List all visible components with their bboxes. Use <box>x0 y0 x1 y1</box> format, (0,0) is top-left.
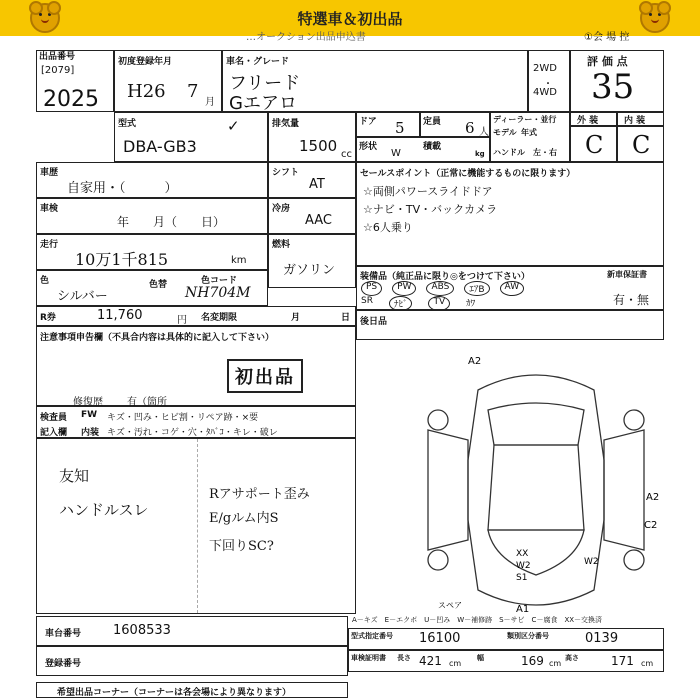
exterior-label-cell: 外 装 <box>570 112 617 126</box>
car-damage-diagram <box>408 350 664 630</box>
handwritten-note: E/gルム内S <box>209 511 279 526</box>
interior-label-cell: 内 装 <box>617 112 664 126</box>
drive-cell: 2WD ・ 4WD <box>528 50 570 112</box>
diagram-mark: A1 <box>516 604 530 615</box>
lot-prefix: [2079] <box>41 65 75 76</box>
equipment-row-2: SR ﾅﾋﾞ TV ｶﾜ <box>361 296 476 310</box>
lot-number: 2025 <box>43 87 99 112</box>
wish-corner-cell: 希望出品コーナー（コーナーは各会場により異なります） <box>36 682 348 698</box>
mileage-cell: 走行 10万1千815 km <box>36 234 268 270</box>
model-cell: 型式 DBA-GB3 ✓ <box>114 112 268 162</box>
diagram-mark: スペア <box>438 601 462 610</box>
diagram-mark: W2 <box>584 557 599 567</box>
handwritten-notes-area <box>36 438 356 614</box>
equipment-cell: 装備品（純正品に限り◎をつけて下さい） 新車保証書 有・無 PS PW ABS ｴｱB AW SR ﾅﾋﾞ TV ｶﾜ <box>356 266 664 310</box>
ac-cell: 冷房 AAC <box>268 198 356 234</box>
sales-point: ☆両側パワースライドドア <box>363 185 493 198</box>
chassis-number: 1608533 <box>113 623 171 638</box>
shift-cell: シフト AT <box>268 162 356 198</box>
diagram-mark: S1 <box>516 573 528 583</box>
recycle-cell: R券 11,760 円 名変期限 月 日 <box>36 306 356 326</box>
car-name: フリード <box>229 73 301 94</box>
rating-score: 35 <box>591 67 635 107</box>
diagram-mark: XX <box>516 549 529 559</box>
rating-cell: 評 価 点 35 <box>570 50 664 112</box>
registration-cell: 登録番号 <box>36 646 348 676</box>
car-name-cell: 車名・グレード フリード Gエアロ <box>222 50 528 112</box>
interior-grade-cell: C <box>617 126 664 162</box>
handwritten-note: 下回りSC? <box>209 539 274 554</box>
form-title: …オークション出品申込書 <box>246 32 366 43</box>
dealer-cell: ディーラー・並行 モデル 年式 ハンドル 左・右 <box>490 112 570 162</box>
venue-copy-label: ①会 場 控 <box>584 32 630 43</box>
dimensions-cell: 車検証明書 長さ 421 cm 幅 169 cm 高さ 171 cm <box>348 650 664 672</box>
lot-number-cell: 出品番号 [2079] 2025 <box>36 50 114 112</box>
notes-cell: 注意事項申告欄（不具合内容は具体的に記入して下さい） 初出品 修復歴 有（箇所 <box>36 326 356 406</box>
engine-cell: 排気量 1500 cc <box>268 112 356 162</box>
first-listing-stamp: 初出品 <box>227 359 303 393</box>
first-registration-cell: 初度登録年月 H26 7 月 <box>114 50 222 112</box>
sales-point: ☆6人乗り <box>363 221 413 234</box>
inspector-cell: 検査員 FW キズ・凹み・ヒビ割・リペア跡・×要 記入欄 内装 キズ・汚れ・コゲ・穴・ﾀﾊﾞｺ・キレ・破レ <box>36 406 356 438</box>
history-cell: 車歴 自家用・（ ） <box>36 162 268 198</box>
handwritten-note: Rアサポート歪み <box>209 487 310 502</box>
mileage-value: 10万1千815 <box>75 250 169 269</box>
handwritten-note: 友知 <box>59 467 90 485</box>
exterior-grade-cell: C <box>570 126 617 162</box>
auction-form <box>36 32 664 698</box>
diagram-mark: C2 <box>644 520 658 531</box>
color-cell: 色 シルバー 色替 色コード NH704M <box>36 270 268 306</box>
bear-mascot-icon <box>30 3 60 33</box>
inspection-cell: 車検 年 月（ 日） <box>36 198 268 234</box>
model-value: DBA-GB3 <box>123 137 197 156</box>
equipment-row-1: PS PW ABS ｴｱB AW <box>361 281 524 296</box>
doors-cell: ドア 5 <box>356 112 420 137</box>
engine-value: 1500 <box>299 137 338 155</box>
fuel-cell: 燃料 ガソリン <box>268 234 356 288</box>
bear-mascot-icon <box>640 3 670 33</box>
capacity-cell: 定員 6 人 <box>420 112 490 137</box>
diagram-mark: W2 <box>516 561 531 571</box>
type-number-cell: 型式指定番号 16100 類別区分番号 0139 <box>348 628 664 650</box>
diagram-mark: A2 <box>646 492 660 503</box>
car-grade: Gエアロ <box>229 93 297 114</box>
damage-legend: A－キズ E－エクボ U－凹み W－補修跡 S－サビ C－腐食 XX－交換済 <box>352 616 603 624</box>
color-code: NH704M <box>185 285 251 301</box>
sales-point: ☆ナビ・TV・バックカメラ <box>363 203 498 216</box>
banner-title: 特選車＆初出品 <box>297 9 403 28</box>
aftermarket-cell: 後日品 <box>356 310 664 340</box>
shape-cell: 形状 W 積載 kg <box>356 137 490 162</box>
handwritten-note: ハンドルスレ <box>59 501 149 519</box>
diagram-mark: A2 <box>468 356 482 367</box>
sales-points-cell: セールスポイント（正常に機能するものに限ります） ☆両側パワースライドドア ☆ナビ・TV・バックカメラ ☆6人乗り <box>356 162 664 266</box>
chassis-cell: 車台番号 1608533 <box>36 616 348 646</box>
